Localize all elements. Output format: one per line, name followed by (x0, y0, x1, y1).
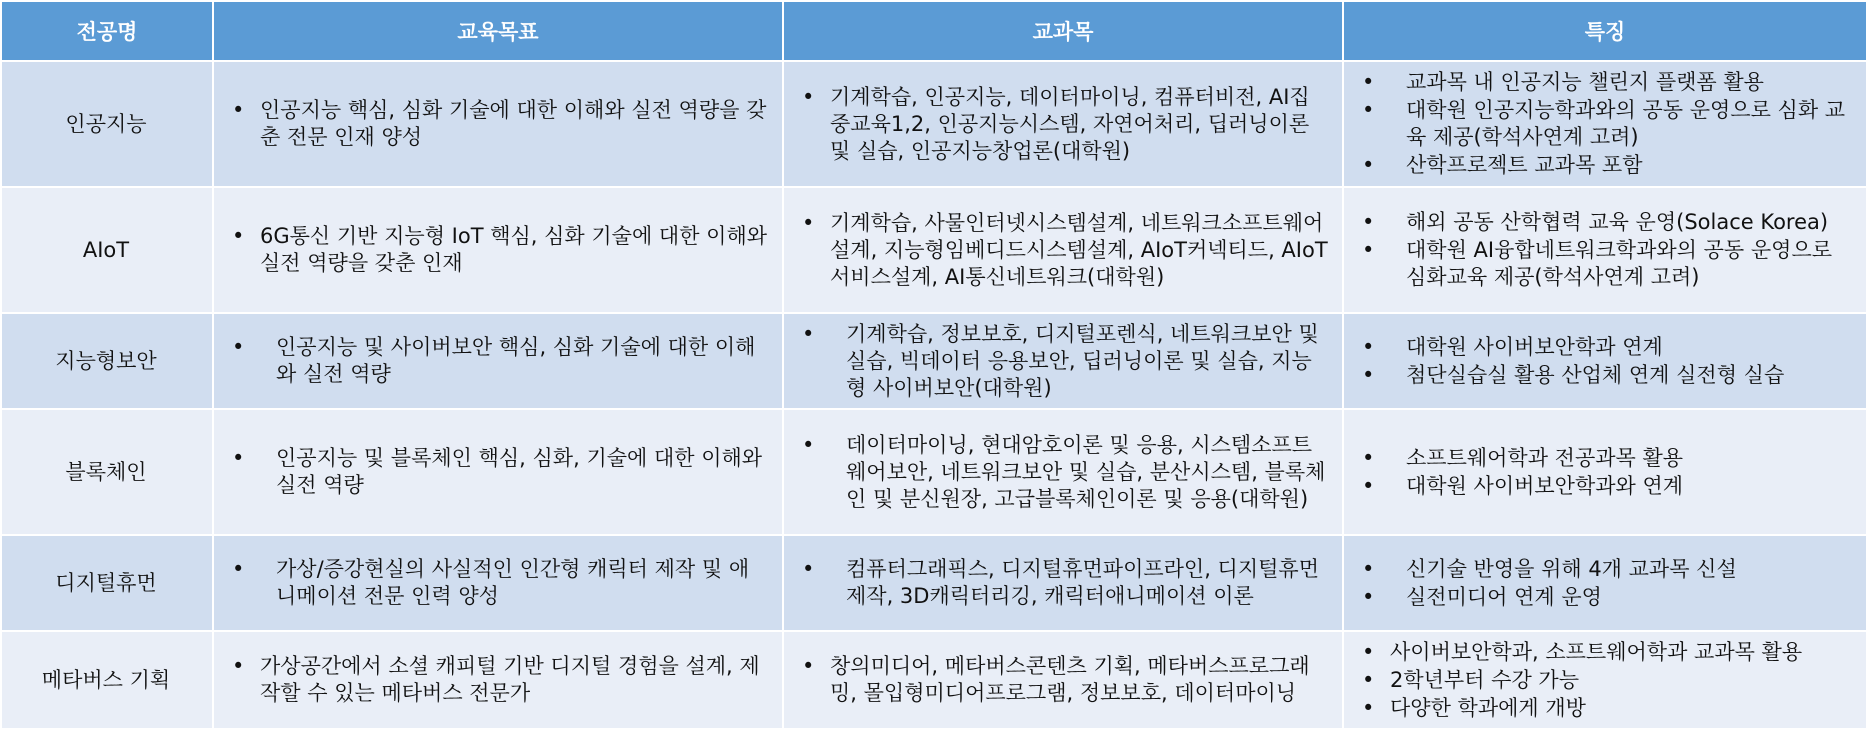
courses-item: • 기계학습, 사물인터넷시스템설계, 네트워크소프트웨어설계, 지능형임베디드시스템설계, AIoT커넥티드, AIoT서비스설계, AI통신네트워크(대학원) (796, 210, 1328, 291)
goal-cell (213, 313, 783, 409)
table-row (1, 535, 1866, 631)
major-cell: 블록체인 (1, 409, 213, 535)
features-cell (1343, 409, 1866, 535)
goal-cell (213, 61, 783, 187)
goal-item: • 인공지능 핵심, 심화 기술에 대한 이해와 실전 역량을 갖춘 전문 인재 양성 (226, 97, 768, 151)
header-row (1, 1, 1866, 61)
feature-item: • 신기술 반영을 위해 4개 교과목 신설 (1356, 556, 1852, 583)
features-list (1356, 334, 1852, 389)
major-cell: 메타버스 기획 (1, 631, 213, 729)
goal-item: • 가상/증강현실의 사실적인 인간형 캐릭터 제작 및 애니메이션 전문 인력 양성 (226, 556, 768, 610)
goal-item: • 인공지능 및 사이버보안 핵심, 심화 기술에 대한 이해와 실전 역량 (226, 334, 768, 388)
courses-cell (783, 631, 1343, 729)
features-cell (1343, 187, 1866, 313)
goal-item: • 6G통신 기반 지능형 IoT 핵심, 심화 기술에 대한 이해와 실전 역량을 갖춘 인재 (226, 223, 768, 277)
feature-item: • 실전미디어 연계 운영 (1356, 584, 1852, 611)
courses-item: • 기계학습, 인공지능, 데이터마이닝, 컴퓨터비전, AI집중교육1,2, 인공지능시스템, 자연어처리, 딥러닝이론 및 실습, 인공지능창업론(대학원) (796, 84, 1328, 165)
courses-cell (783, 61, 1343, 187)
courses-cell (783, 409, 1343, 535)
goal-list (226, 653, 768, 707)
features-cell (1343, 631, 1866, 729)
courses-list (796, 210, 1328, 291)
features-list (1356, 445, 1852, 500)
features-list (1356, 556, 1852, 611)
goal-list (226, 445, 768, 499)
feature-item: • 대학원 인공지능학과와의 공동 운영으로 심화 교육 제공(학석사연계 고려) (1356, 97, 1852, 151)
courses-list (796, 432, 1328, 513)
header-features: 특징 (1343, 1, 1866, 61)
courses-list (796, 556, 1328, 610)
goal-item: • 인공지능 및 블록체인 핵심, 심화, 기술에 대한 이해와 실전 역량 (226, 445, 768, 499)
feature-item: • 대학원 사이버보안학과와 연계 (1356, 473, 1852, 500)
header-major: 전공명 (1, 1, 213, 61)
table-row (1, 631, 1866, 729)
features-list (1356, 69, 1852, 179)
courses-list (796, 321, 1328, 402)
major-cell: 인공지능 (1, 61, 213, 187)
features-cell (1343, 313, 1866, 409)
courses-list (796, 84, 1328, 165)
courses-cell (783, 187, 1343, 313)
header-goal: 교육목표 (213, 1, 783, 61)
goal-list (226, 97, 768, 151)
feature-item: • 첨단실습실 활용 산업체 연계 실전형 실습 (1356, 362, 1852, 389)
table-row (1, 187, 1866, 313)
courses-list (796, 653, 1328, 707)
courses-item: • 창의미디어, 메타버스콘텐츠 기획, 메타버스프로그래밍, 몰입형미디어프로그램, 정보보호, 데이터마이닝 (796, 653, 1328, 707)
goal-cell (213, 535, 783, 631)
table-row (1, 313, 1866, 409)
features-cell (1343, 61, 1866, 187)
feature-item: • 교과목 내 인공지능 챌린지 플랫폼 활용 (1356, 69, 1852, 96)
goal-list (226, 223, 768, 277)
goal-cell (213, 631, 783, 729)
courses-cell (783, 535, 1343, 631)
feature-item: • 대학원 사이버보안학과 연계 (1356, 334, 1852, 361)
feature-item: • 소프트웨어학과 전공과목 활용 (1356, 445, 1852, 472)
major-cell: 지능형보안 (1, 313, 213, 409)
feature-item: • 2학년부터 수강 가능 (1356, 667, 1852, 694)
feature-item: • 다양한 학과에게 개방 (1356, 695, 1852, 722)
major-cell: 디지털휴먼 (1, 535, 213, 631)
table-row (1, 61, 1866, 187)
features-list (1356, 209, 1852, 291)
courses-item: • 데이터마이닝, 현대암호이론 및 응용, 시스템소프트웨어보안, 네트워크보안 및 실습, 분산시스템, 블록체인 및 분신원장, 고급블록체인이론 및 응용(대학원) (796, 432, 1328, 513)
feature-item: • 사이버보안학과, 소프트웨어학과 교과목 활용 (1356, 639, 1852, 666)
goal-list (226, 556, 768, 610)
goal-list (226, 334, 768, 388)
goal-item: • 가상공간에서 소셜 캐피털 기반 디지털 경험을 설계, 제작할 수 있는 메타버스 전문가 (226, 653, 768, 707)
courses-cell (783, 313, 1343, 409)
goal-cell (213, 409, 783, 535)
features-list (1356, 639, 1852, 722)
table-row (1, 409, 1866, 535)
feature-item: • 해외 공동 산학협력 교육 운영(Solace Korea) (1356, 209, 1852, 236)
features-cell (1343, 535, 1866, 631)
goal-cell (213, 187, 783, 313)
feature-item: • 산학프로젝트 교과목 포함 (1356, 152, 1852, 179)
feature-item: • 대학원 AI융합네트워크학과와의 공동 운영으로 심화교육 제공(학석사연계 고려) (1356, 237, 1852, 291)
major-cell: AIoT (1, 187, 213, 313)
courses-item: • 컴퓨터그래픽스, 디지털휴먼파이프라인, 디지털휴먼제작, 3D캐릭터리깅, 캐릭터애니메이션 이론 (796, 556, 1328, 610)
courses-item: • 기계학습, 정보보호, 디지털포렌식, 네트워크보안 및 실습, 빅데이터 응용보안, 딥러닝이론 및 실습, 지능형 사이버보안(대학원) (796, 321, 1328, 402)
header-courses: 교과목 (783, 1, 1343, 61)
